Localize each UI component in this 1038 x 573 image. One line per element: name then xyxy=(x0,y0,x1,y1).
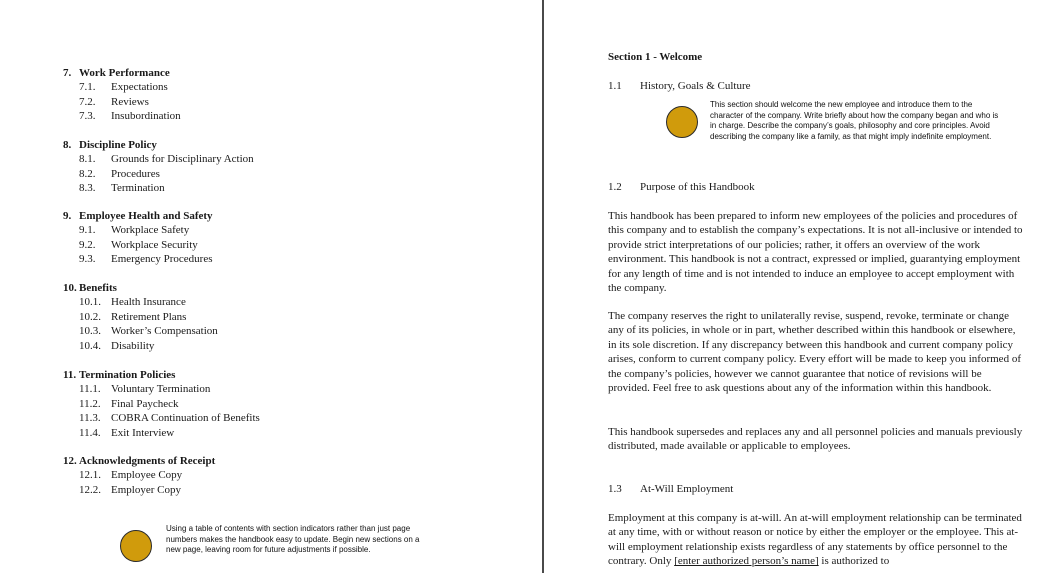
toc-section-heading xyxy=(63,281,523,295)
paragraph-purpose: This handbook has been prepared to inform new employees of the policies and procedures of this company and to establish the company’s expectations. It is not all-inclusive or intended to provide strict interpretations of our policies; rather, it offers an overview of the work environment. This handbook is not a contract, expressed or implied, guarantying employment for any length of time and is not intended to induce an employee to accept employment with the company. xyxy=(608,210,1023,295)
toc-item-number: 10.1. xyxy=(79,296,101,309)
toc-item xyxy=(63,310,523,324)
toc-item xyxy=(63,167,523,181)
toc-section xyxy=(63,454,523,497)
toc-item-number: 8.2. xyxy=(79,167,96,180)
toc-item xyxy=(63,80,523,94)
toc-item xyxy=(63,95,523,109)
toc-item xyxy=(63,426,523,440)
toc-section xyxy=(63,209,523,267)
toc-item-label: Termination xyxy=(111,182,165,195)
toc-item xyxy=(63,295,523,309)
welcome-tip-text: This section should welcome the new employee and introduce them to the character of the company. Write briefly about how the company began and who is in charge. Describe the company’s goals, philosophy and core principles. Avoid describing the company like a family, as that might imply indefinite employment. xyxy=(710,100,999,141)
toc-item xyxy=(63,411,523,425)
toc-item xyxy=(63,109,523,123)
toc-section-heading xyxy=(63,66,523,80)
toc-item-number: 8.1. xyxy=(79,153,96,166)
note-circle-icon xyxy=(120,530,152,562)
at-will-text-end: is authorized to xyxy=(818,555,890,568)
toc-item-number: 7.2. xyxy=(79,95,96,108)
toc-item-label: Procedures xyxy=(111,167,160,180)
paragraph-supersedes: This handbook supersedes and replaces any and all personnel policies and manuals previously distributed, made available or applicable to employees. xyxy=(608,426,1023,453)
toc-item-number: 9.3. xyxy=(79,253,96,266)
toc-tip-text: Using a table of contents with section indicators rather than just page numbers makes the handbook easy to update. Begin new sections on a new page, leaving room for future adjustments if possible. xyxy=(166,524,420,555)
toc-item-label: Reviews xyxy=(111,95,149,108)
toc-section-number: 11. xyxy=(63,369,77,381)
toc-item-number: 9.1. xyxy=(79,224,96,237)
toc-item xyxy=(63,468,523,482)
toc-item-number: 12.1. xyxy=(79,469,101,482)
toc-section xyxy=(63,368,523,440)
toc-section-title: Benefits xyxy=(79,282,117,294)
toc-section-title: Discipline Policy xyxy=(79,139,157,151)
toc-item-label: COBRA Continuation of Benefits xyxy=(111,412,260,425)
subsection-title: History, Goals & Culture xyxy=(640,80,751,92)
toc-item-label: Workplace Safety xyxy=(111,224,190,237)
paragraph-rights: The company reserves the right to unilaterally revise, suspend, revoke, terminate or change any of its policies, in whole or in part, whether described within this handbook or elsewhere, in its sole discretion. If any discrepancy between this handbook and current company policy arises, conform to current company policy. Every effort will be made to keep you informed of the company’s policies, however we cannot guarantee that notice of revisions will be provided. Feel free to ask questions about any of the information within this handbook. xyxy=(608,310,1021,395)
toc-item-label: Expectations xyxy=(111,81,168,94)
subsection-title: Purpose of this Handbook xyxy=(640,181,755,193)
toc-item-label: Insubordination xyxy=(111,110,181,123)
toc-item xyxy=(63,238,523,252)
welcome-tip-note xyxy=(666,100,1006,142)
toc-item-number: 7.3. xyxy=(79,110,96,123)
toc-item xyxy=(63,223,523,237)
paragraph-at-will xyxy=(608,511,1026,569)
toc-section xyxy=(63,281,523,353)
toc-item-label: Grounds for Disciplinary Action xyxy=(111,153,254,166)
toc-item-number: 11.4. xyxy=(79,426,101,439)
toc-item-number: 11.3. xyxy=(79,412,101,425)
toc-item-label: Voluntary Termination xyxy=(111,383,211,396)
toc-section-title: Work Performance xyxy=(79,67,170,79)
toc-item-number: 10.4. xyxy=(79,339,101,352)
toc-item-label: Workplace Security xyxy=(111,238,198,251)
note-circle-icon xyxy=(666,106,698,138)
toc-tip-note xyxy=(120,524,420,562)
subsection-number: 1.1 xyxy=(608,80,622,92)
toc-section xyxy=(63,138,523,196)
toc-section-heading xyxy=(63,454,523,468)
subsection-1-1 xyxy=(608,80,751,92)
subsection-title: At-Will Employment xyxy=(640,483,734,495)
toc-item-number: 11.1. xyxy=(79,383,101,396)
toc-section-title: Termination Policies xyxy=(79,369,176,381)
toc-section-number: 9. xyxy=(63,210,72,222)
toc-item-label: Worker’s Compensation xyxy=(111,325,218,338)
toc-section xyxy=(63,66,523,124)
subsection-number: 1.2 xyxy=(608,181,622,193)
toc-section-heading xyxy=(63,209,523,223)
toc-item-label: Final Paycheck xyxy=(111,397,179,410)
toc-item-label: Emergency Procedures xyxy=(111,253,213,266)
toc-section-number: 10. xyxy=(63,282,77,294)
toc-item-number: 12.2. xyxy=(79,483,101,496)
toc-section-title: Acknowledgments of Receipt xyxy=(79,455,216,467)
right-page xyxy=(544,0,1038,573)
toc-item xyxy=(63,181,523,195)
toc-section-number: 12. xyxy=(63,455,77,467)
toc-item-number: 8.3. xyxy=(79,182,96,195)
toc-item-number: 11.2. xyxy=(79,397,101,410)
toc-item xyxy=(63,339,523,353)
toc-item-label: Exit Interview xyxy=(111,426,175,439)
toc-item-label: Disability xyxy=(111,339,155,352)
toc-section-number: 8. xyxy=(63,139,72,151)
toc-item xyxy=(63,483,523,497)
toc-section-number: 7. xyxy=(63,67,72,79)
toc-item-label: Employee Copy xyxy=(111,469,183,482)
toc-item xyxy=(63,382,523,396)
toc-item xyxy=(63,252,523,266)
toc-item-number: 10.3. xyxy=(79,325,101,338)
toc-item xyxy=(63,397,523,411)
toc-item-number: 10.2. xyxy=(79,310,101,323)
toc-item xyxy=(63,152,523,166)
subsection-1-2 xyxy=(608,181,755,193)
toc-item-label: Health Insurance xyxy=(111,296,186,309)
toc-item-label: Employer Copy xyxy=(111,483,181,496)
at-will-text: Employment at this company is at-will. An at-will employment relationship can be terminated at any time, with or without reason or notice by either the employer or the employee. This at-will employment relationship exists regardless of any statements by office personnel to the contrary. Only xyxy=(608,512,1022,568)
section-title: Section 1 - Welcome xyxy=(608,51,703,63)
toc-item-label: Retirement Plans xyxy=(111,310,187,323)
toc-item-number: 9.2. xyxy=(79,238,96,251)
subsection-1-3 xyxy=(608,483,733,495)
subsection-number: 1.3 xyxy=(608,483,622,495)
toc-section-heading xyxy=(63,138,523,152)
toc-item xyxy=(63,324,523,338)
toc-section-title: Employee Health and Safety xyxy=(79,210,213,222)
authorized-person-placeholder: [enter authorized person’s name] xyxy=(674,555,819,568)
toc-item-number: 7.1. xyxy=(79,81,96,94)
toc-section-heading xyxy=(63,368,523,382)
